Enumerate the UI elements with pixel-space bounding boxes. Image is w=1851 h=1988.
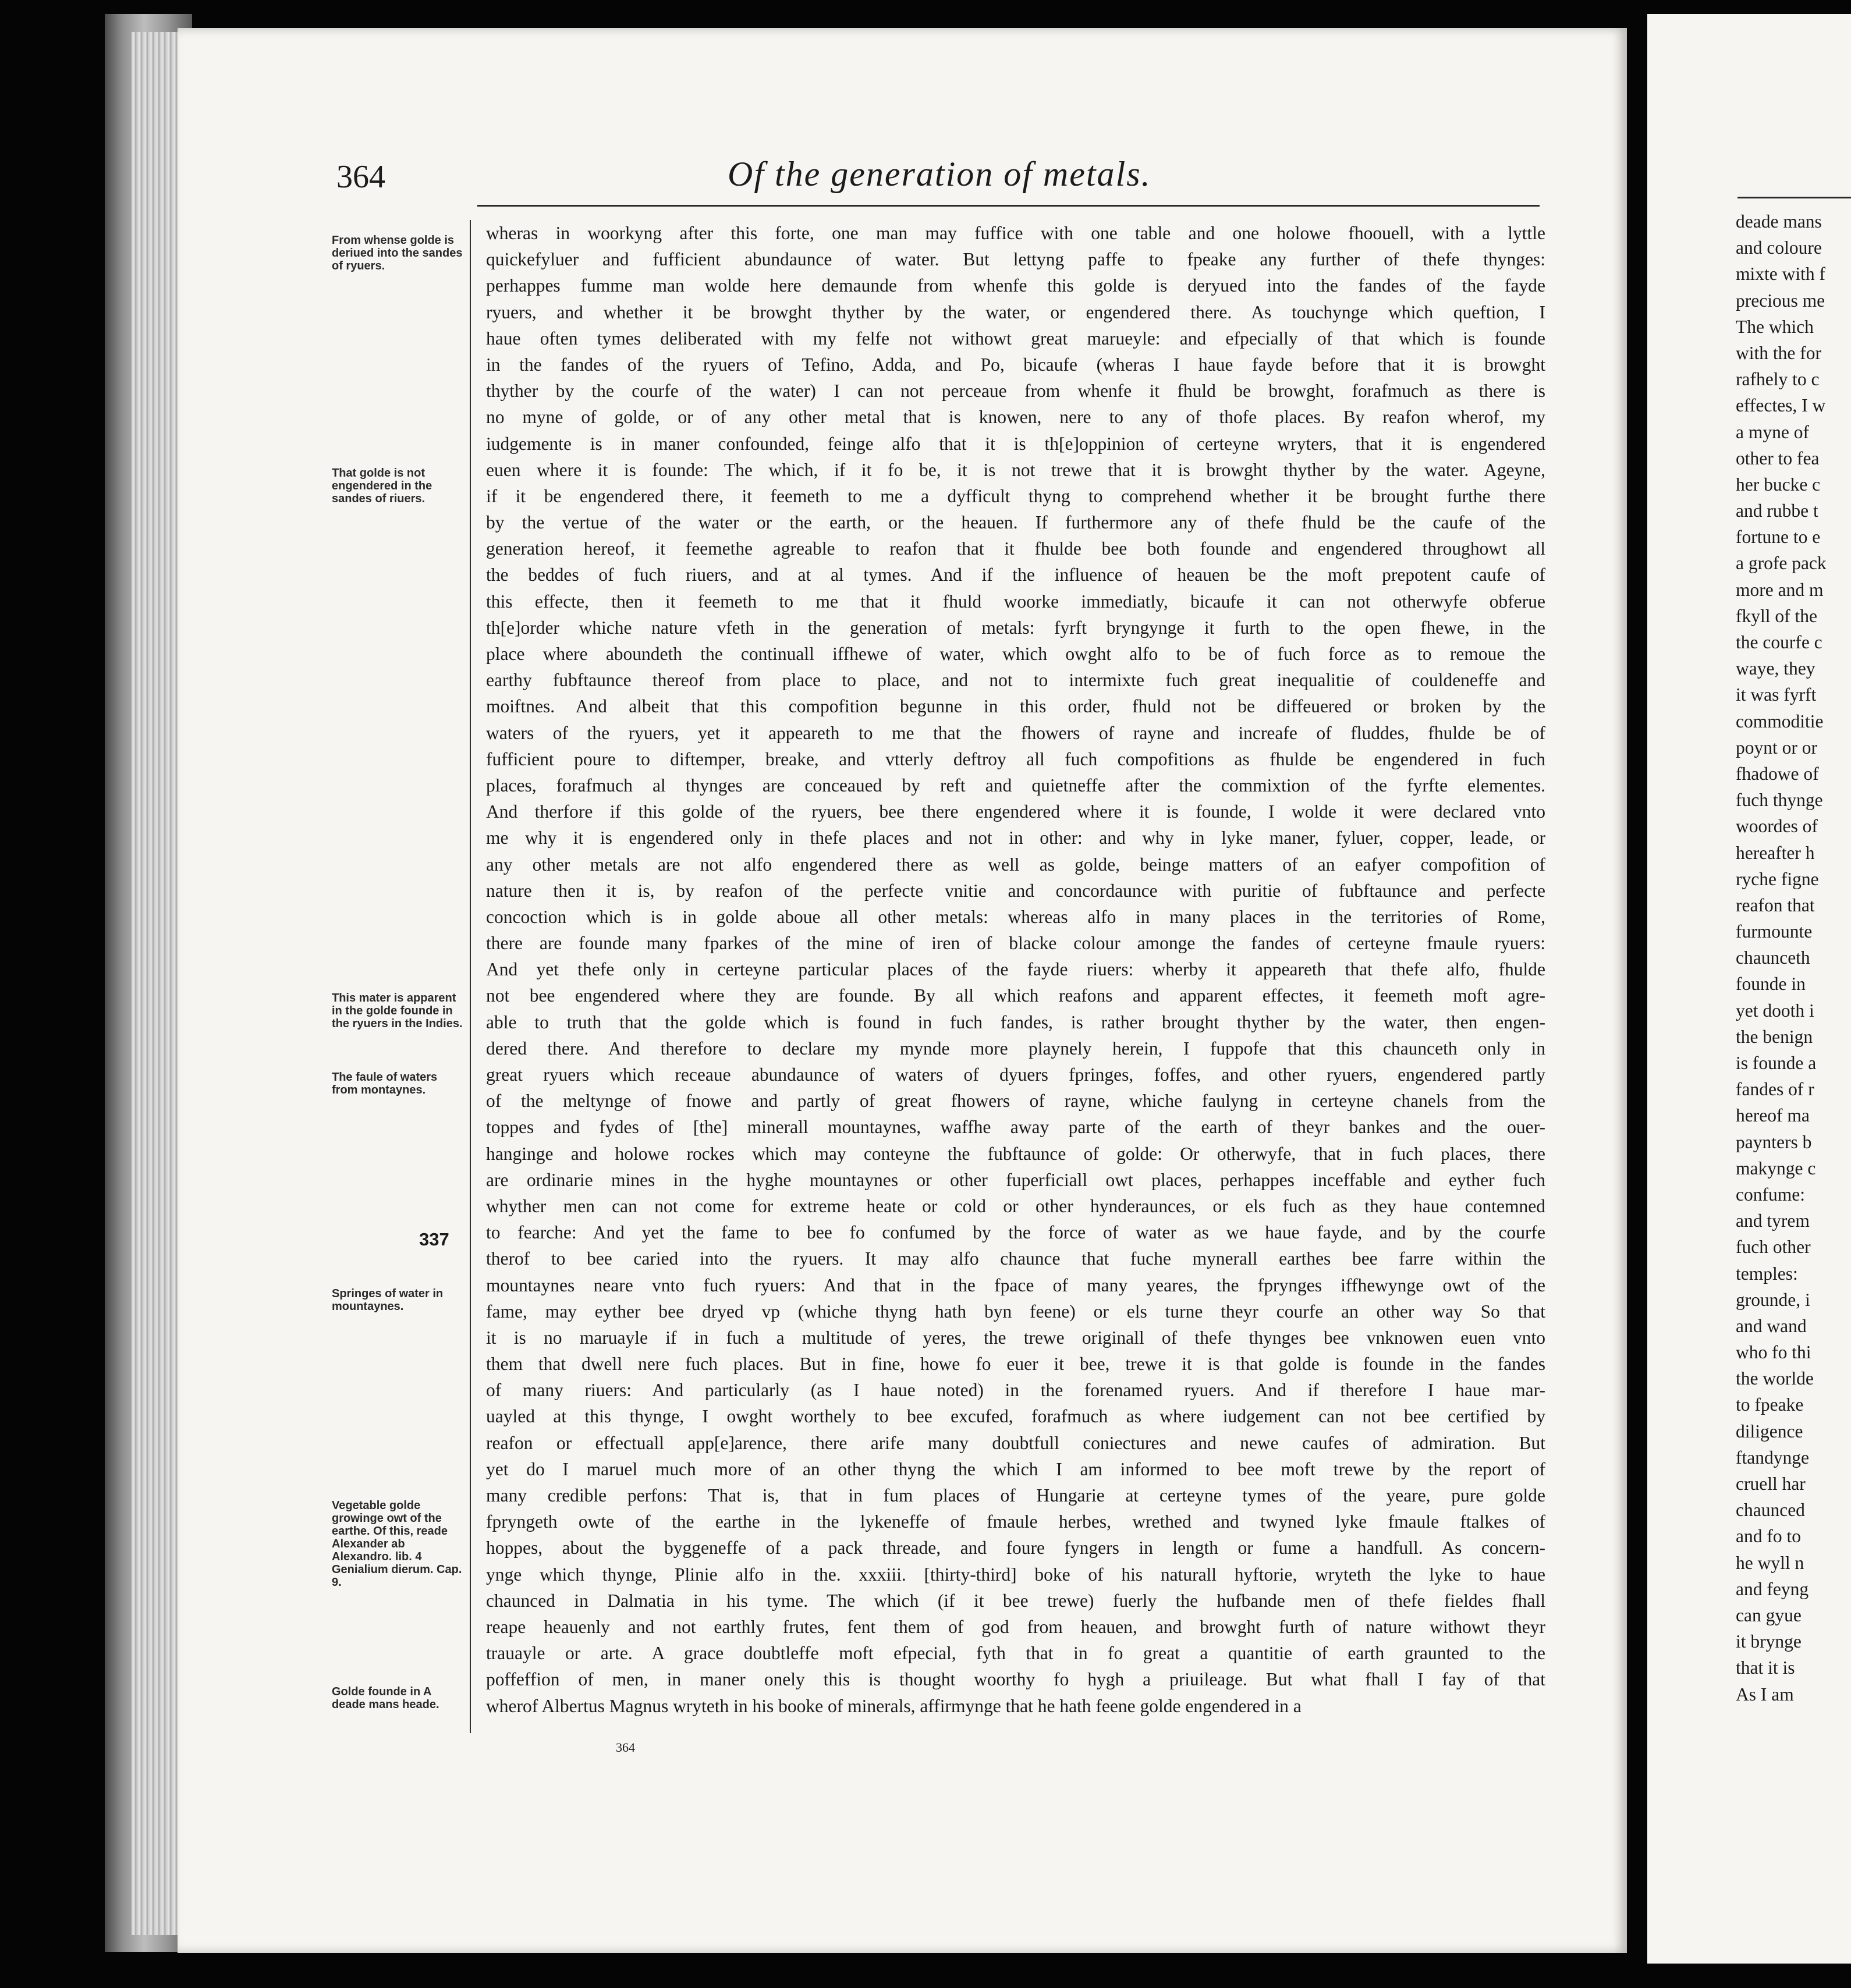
facing-text-line: and fo to — [1736, 1526, 1801, 1547]
facing-text-line: furmounte — [1736, 921, 1813, 942]
text-line: haue often tymes deliberated with my felfe not withowt great marueyle: and efpecially of that which is founde — [486, 328, 1545, 349]
facing-text-line: it was fyrft — [1736, 684, 1817, 705]
text-line: great ryuers which receaue abundaunce of waters of dyuers fpringes, foffes, and other ryuers, engendered partly — [486, 1064, 1545, 1085]
text-line: reafon or effectuall app[e]arence, there arife many doubtfull coniectures and newe caufes of admiration. But — [486, 1432, 1545, 1453]
facing-text-line: it brynge — [1736, 1631, 1802, 1652]
margin-note: Golde founde in A deade mans heade. — [332, 1685, 439, 1711]
margin-note: Springes of water in mountaynes. — [332, 1287, 444, 1313]
text-line: fufficient poure to diftemper, breake, and vtterly deftroy all fuch compofitions as fhulde be engendered in fuch — [486, 748, 1545, 769]
facing-text-line: more and m — [1736, 579, 1824, 600]
text-line: are ordinarie mines in the hyghe mountaynes or other fuperficiall owt places, perhappes inceffable and eyther fuch — [486, 1169, 1545, 1190]
text-line: to fearche: And yet the fame to bee fo confumed by the force of water as we haue fayde, and by the courfe — [486, 1222, 1545, 1243]
body-text — [486, 220, 1545, 1719]
text-line: poffeffion of men, in maner onely this is thought woorthy fo hygh a priuileage. But what fhall I fay of that — [486, 1669, 1545, 1690]
text-line: waters of the ryuers, yet it appeareth to me that the fhowers of rayne and increafe of fluddes, fhulde be of — [486, 722, 1545, 743]
text-line: generation hereof, it feemethe agreable to reafon that it fhulde bee both founde and engendered throughowt all — [486, 538, 1545, 559]
facing-text-line: and tyrem — [1736, 1210, 1810, 1231]
facing-text-line: deade mans — [1736, 211, 1822, 232]
facing-text-line: diligence — [1736, 1421, 1803, 1442]
text-line: trauayle or arte. A grace doubtleffe moft efpecial, fyth that in fo great a quantitie of earth graunted to the — [486, 1643, 1545, 1664]
facing-text-line: a myne of — [1736, 421, 1809, 442]
facing-text-line: The which — [1736, 316, 1814, 337]
text-line: wherof Albertus Magnus wryteth in his booke of minerals, affirmynge that he hath feene golde engendered in a — [486, 1695, 1302, 1716]
column-rule — [470, 220, 471, 1733]
facing-text-line: fortune to e — [1736, 527, 1821, 548]
text-line: fame, may eyther bee dryed vp (whiche thyng hath byn feene) or els turne theyr courfe an other way So that — [486, 1301, 1545, 1322]
facing-text-line: effectes, I w — [1736, 395, 1826, 416]
facing-text-line: and feyng — [1736, 1578, 1809, 1599]
text-line: dered there. And therefore to declare my mynde more playnely herein, I fuppofe that this chaunceth only in — [486, 1038, 1545, 1059]
text-line: whyther men can not come for extreme heate or cold or other hynderaunces, or els fuch as they haue contemned — [486, 1195, 1545, 1216]
page-edges — [132, 32, 178, 1935]
page-number: 364 — [336, 159, 385, 195]
facing-text-line: yet dooth i — [1736, 1000, 1814, 1021]
facing-text-line: chaunceth — [1736, 947, 1810, 968]
facing-text-line: grounde, i — [1736, 1289, 1810, 1310]
facing-text-line: and coloure — [1736, 237, 1822, 258]
text-line: moiftnes. And albeit that this compofition begunne in this order, fhuld not be diffeuered or broken by the — [486, 696, 1545, 717]
text-line: fpryngeth owte of the earthe in the lykeneffe of fmaule herbes, wrethed and twyned lyke fmaule ftalkes of — [486, 1511, 1545, 1532]
facing-text-line: founde in — [1736, 974, 1806, 995]
facing-text-line: can gyue — [1736, 1604, 1802, 1625]
footer-folio: 364 — [616, 1740, 635, 1755]
text-line: toppes and fydes of [the] minerall mountaynes, waffhe away parte of the earth of theyr bankes and the ouer- — [486, 1117, 1545, 1138]
text-line: hanginge and holowe rockes which may conteyne the fubftaunce of golde: Or otherwyfe, that in fuch places, there — [486, 1143, 1545, 1164]
text-line: earthy fubftaunce thereof from place to place, and not to intermixte fuch great inequalitie of couldeneffe and — [486, 670, 1545, 691]
facing-text-line: woordes of — [1736, 816, 1818, 837]
facing-text-line: to fpeake — [1736, 1394, 1804, 1415]
text-line: uayled at this thynge, I owght worthely to bee excufed, forafmuch as where iudgement can not bee certified by — [486, 1406, 1545, 1427]
text-line: iudgemente is in maner confounded, feinge alfo that it is th[e]oppinion of certeyne wryters, that it is engendered — [486, 433, 1545, 454]
text-line: ryuers, and whether it be browght thyther by the water, or engendered there. As touchynge which queftion, I — [486, 301, 1545, 322]
text-line: And yet thefe only in certeyne particular places of the fayde riuers: wherby it appeareth that thefe alfo, fhulde — [486, 959, 1545, 980]
facing-text-line: he wyll n — [1736, 1552, 1804, 1573]
text-line: reape heauenly and not earthly frutes, fent them of god from heauen, and browght furth of nature withowt theyr — [486, 1616, 1545, 1637]
facing-text-line: precious me — [1736, 290, 1825, 311]
facing-page-text — [1736, 208, 1851, 1707]
text-line: there are founde many fparkes of the mine of iren of blacke colour amonge the fandes of certeyne fmaule ryuers: — [486, 933, 1545, 954]
text-line: concoction which is in golde aboue all other metals: whereas alfo in many places in the territories of Rome, — [486, 906, 1545, 927]
facing-text-line: and wand — [1736, 1315, 1807, 1336]
text-line: wheras in woorkyng after this forte, one man may fuffice with one table and one holowe fhoouell, with a lyttle — [486, 223, 1545, 243]
margin-note: That golde is not engendered in the sandes of riuers. — [332, 467, 432, 505]
text-line: the beddes of fuch riuers, and at al tymes. And if the influence of heauen be the moft prepotent caufe of — [486, 565, 1545, 585]
text-line: of many riuers: And particularly (as I haue noted) in the forenamed ryuers. And if therefore I haue mar- — [486, 1380, 1545, 1401]
facing-text-line: fuch other — [1736, 1237, 1811, 1258]
text-line: it is no maruayle if in fuch a multitude of yeres, the trewe originall of thefe thynges bee vnknowen euen vnto — [486, 1327, 1545, 1348]
text-line: chaunced in Dalmatia in his tyme. The which (if it bee trewe) fuerly the hufbande men of thefe fieldes fhall — [486, 1590, 1545, 1611]
margin-note: The faule of waters from montaynes. — [332, 1071, 438, 1096]
facing-text-line: fhadowe of — [1736, 763, 1819, 784]
text-line: them that dwell nere fuch places. But in fine, howe fo euer it bee, trewe it is that golde is founde in the fandes — [486, 1354, 1545, 1375]
facing-text-line: hereafter h — [1736, 842, 1815, 863]
facing-page-rule — [1737, 197, 1851, 198]
text-line: no myne of golde, or of any other metal that is knowen, nere to any of thofe places. By reafon wherof, my — [486, 407, 1545, 428]
facing-text-line: chaunced — [1736, 1500, 1805, 1521]
facing-text-line: the benign — [1736, 1026, 1813, 1047]
facing-text-line: a grofe pack — [1736, 553, 1827, 574]
facing-text-line: confume: — [1736, 1184, 1805, 1205]
text-line: any other metals are not alfo engendered there as well as golde, beinge matters of an eafyer compofition of — [486, 854, 1545, 875]
facing-text-line: poynt or or — [1736, 737, 1817, 758]
text-line: th[e]order whiche nature vfeth in the generation of metals: fyrft bryngynge it furth to the open fhewe, in the — [486, 617, 1545, 638]
text-line: euen where it is founde: The which, if it fo be, it is not trewe that it is browght thyther by the water. Ageyne, — [486, 459, 1545, 480]
text-line: place where aboundeth the continuall iffhewe of water, which owght alfo to be of fuch force as to remoue the — [486, 644, 1545, 664]
text-line: nature then it is, by reafon of the perfecte vnitie and concordaunce with puritie of fubftaunce and perfecte — [486, 880, 1545, 901]
facing-text-line: and rubbe t — [1736, 500, 1818, 521]
running-title: Of the generation of metals. — [728, 155, 1151, 193]
margin-note: Vegetable golde growinge owt of the earthe. Of this, reade Alexander ab Alexandro. lib. 4 Genialium dierum. Cap. 9. — [332, 1499, 462, 1589]
facing-text-line: is founde a — [1736, 1053, 1817, 1073]
facing-text-line: waye, they — [1736, 658, 1815, 679]
text-line: of the meltynge of fnowe and partly of great fhowers of rayne, whiche faulyng in certeyne chanels from the — [486, 1091, 1545, 1112]
margin-note: This mater is apparent in the golde founde in the ryuers in the Indies. — [332, 992, 463, 1030]
text-line: me why it is engendered only in thefe places and not in other: and why in lyke maner, fyluer, copper, leade, or — [486, 828, 1545, 849]
margin-number: 337 — [419, 1229, 449, 1249]
text-line: hoppes, about the byggeneffe of a pack threade, and foure fyngers in length or fume a handfull. As concern- — [486, 1538, 1545, 1559]
facing-text-line: makynge c — [1736, 1158, 1816, 1178]
text-line: able to truth that the golde which is found in fuch fandes, is rather brought thyther by the water, then engen- — [486, 1011, 1545, 1032]
text-line: thyther by the courfe of the water) I can not perceaue from whenfe it fhuld be browght, forafmuch as there is — [486, 381, 1545, 402]
text-line: quickefyluer and fufficient abundaunce of water. But lettyng paffe to fpeake any further of thefe thynges: — [486, 249, 1545, 270]
text-line: And therfore if this golde of the ryuers, bee there engendered where it is founde, I wolde it were declared vnto — [486, 801, 1545, 822]
facing-text-line: temples: — [1736, 1263, 1798, 1284]
margin-note: From whense golde is deriued into the sandes of ryuers. — [332, 234, 463, 272]
facing-text-line: cruell har — [1736, 1474, 1806, 1494]
text-line: yet do I maruel much more of an other thyng the which I am informed to bee moft trewe by the report of — [486, 1458, 1545, 1479]
facing-text-line: ryche figne — [1736, 868, 1819, 889]
text-line: by the vertue of the water or the earth, or the heauen. If furthermore any of thefe fhuld be the caufe of the — [486, 512, 1545, 533]
facing-text-line: commoditie — [1736, 711, 1824, 732]
text-line: therof to bee caried into the ryuers. It may alfo chaunce that fuche mynerall earthes bee farre within the — [486, 1248, 1545, 1269]
facing-text-line: hereof ma — [1736, 1105, 1810, 1126]
facing-text-line: paynters b — [1736, 1131, 1812, 1152]
facing-text-line: her bucke c — [1736, 474, 1821, 495]
text-line: perhappes fumme man wolde here demaunde from whenfe this golde is deryued into the fandes of the fayde — [486, 275, 1545, 296]
facing-text-line: fkyll of the — [1736, 605, 1817, 626]
facing-text-line: reafon that — [1736, 894, 1815, 915]
facing-text-line: As I am — [1736, 1684, 1794, 1705]
facing-text-line: other to fea — [1736, 448, 1820, 468]
text-line: many credible perfons: That is, that in fum places of Hungarie at certeyne tymes of the yeare, pure golde — [486, 1485, 1545, 1506]
facing-text-line: mixte with f — [1736, 264, 1825, 285]
facing-text-line: who fo thi — [1736, 1342, 1811, 1363]
facing-text-line: ftandynge — [1736, 1447, 1809, 1468]
facing-text-line: the worlde — [1736, 1368, 1814, 1389]
facing-text-line: the courfe c — [1736, 632, 1822, 652]
text-line: mountaynes neare vnto fuch ryuers: And that in the fpace of many yeares, the fprynges iffhewynge owt of the — [486, 1275, 1545, 1295]
text-line: if it be engendered there, it feemeth to me a dyfficult thyng to comprehend whether it be brought furthe there — [486, 485, 1545, 506]
facing-text-line: fandes of r — [1736, 1079, 1814, 1100]
facing-text-line: that it is — [1736, 1657, 1795, 1678]
facing-text-line: with the for — [1736, 342, 1821, 363]
text-line: ynge which thynge, Plinie alfo in the. xxxiii. [thirty-third] boke of his naturall hyftorie, wryteth the lyke to haue — [486, 1564, 1545, 1585]
facing-text-line: rafhely to c — [1736, 369, 1820, 390]
text-line: this effecte, then it feemeth to me that it fhuld woorke immediatly, bicaufe it can not otherwyfe obferue — [486, 591, 1545, 612]
text-line: in the fandes of the ryuers of Tefino, Adda, and Po, bicaufe (wheras I haue fayde before that it is browght — [486, 354, 1545, 375]
text-line: places, forafmuch al thynges are conceaued by reft and quietneffe after the commixtion of the fyrfte elementes. — [486, 775, 1545, 796]
header-rule — [477, 205, 1540, 207]
facing-text-line: fuch thynge — [1736, 790, 1823, 811]
text-line: not bee engendered where they are founde. By all which reafons and apparent effectes, it feemeth moft agre- — [486, 985, 1545, 1006]
